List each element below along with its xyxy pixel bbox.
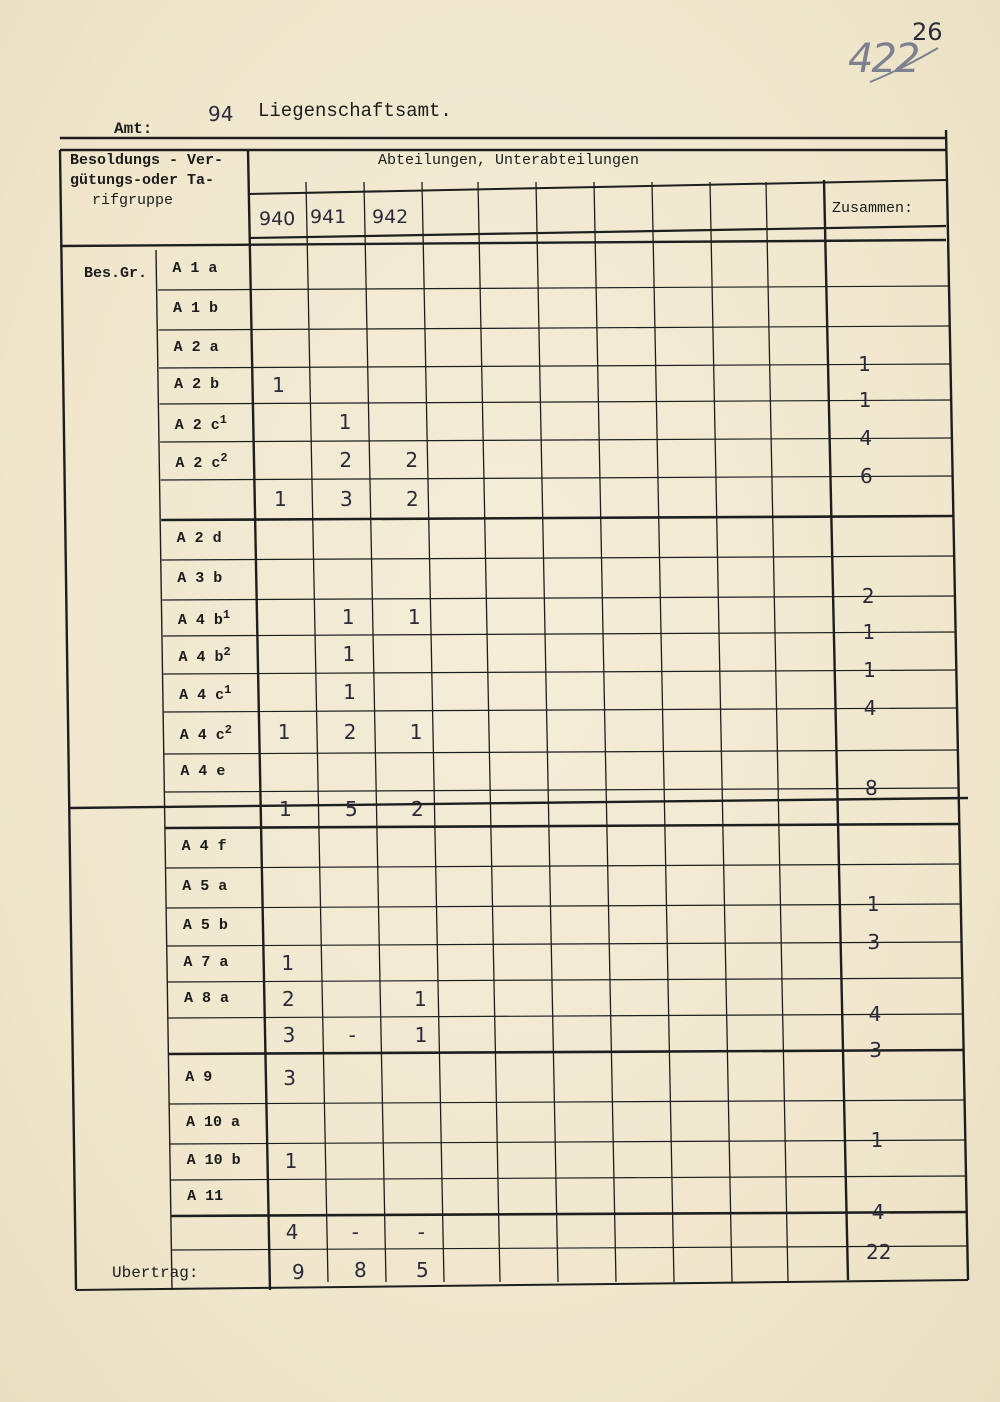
group-label-line-2: gütungs-oder Ta- [70, 172, 215, 189]
grid-total-column [824, 180, 848, 1280]
grid-row-line [159, 364, 950, 368]
row-total: 1 [866, 892, 880, 916]
grid-column-divider [710, 182, 732, 1282]
cell-value: 1 [278, 797, 292, 821]
department-code-942: 942 [372, 206, 409, 228]
row-label: A 10 b [186, 1152, 241, 1169]
row-total: 1 [858, 388, 872, 412]
row-label-superscript: 2 [220, 451, 228, 465]
row-total: 1 [863, 658, 876, 682]
footer-cell-942: 5 [416, 1258, 429, 1282]
cell-value: 1 [343, 680, 356, 704]
row-label: A 2 $c^1$ [174, 413, 227, 434]
grid-label-divider [156, 250, 172, 1290]
grid-row-line [165, 788, 958, 792]
grid-row-line [160, 438, 952, 442]
grid-dept-start [248, 150, 270, 1290]
cell-value: 1 [272, 373, 285, 397]
row-label-superscript: 1 [219, 413, 227, 427]
grid-bottom-border [76, 1280, 968, 1290]
amt-value: 94 [208, 102, 234, 126]
grid-column-divider [594, 182, 616, 1282]
cell-value: 1 [277, 720, 291, 744]
grid-column-divider [364, 182, 386, 1282]
total-column-label: Zusammen: [832, 200, 914, 217]
grid-section-divider [69, 798, 968, 808]
grid-row-line [160, 400, 951, 404]
grid-row-line [162, 596, 954, 600]
footer-total: 22 [866, 1240, 892, 1264]
row-label: A 2 $c^2$ [175, 451, 228, 472]
row-label: A 9 [185, 1069, 213, 1086]
row-label: A 4 $c^1$ [179, 683, 232, 704]
grid-left-border [60, 150, 76, 1290]
row-label: A 1 a [172, 260, 218, 277]
grid-row-line [164, 750, 957, 754]
amt-label: Amt: [114, 120, 153, 138]
department-code-941: 941 [310, 206, 347, 228]
bes-gr-label: Bes.Gr. [84, 265, 148, 282]
cell-value: 2 [406, 487, 419, 511]
row-label: A 4 $c^2$ [179, 723, 232, 744]
page-number: 26 [912, 18, 943, 46]
cell-value: 3 [282, 1023, 296, 1047]
row-label: A 2 b [174, 376, 220, 393]
grid-row-line [161, 476, 953, 480]
cell-value: 4 [285, 1220, 299, 1244]
grid-row-line [167, 942, 961, 946]
cell-value: 5 [344, 797, 358, 821]
cell-value: 3 [283, 1066, 296, 1090]
cell-value: 1 [281, 951, 295, 975]
row-label-superscript: 2 [224, 723, 232, 737]
ubertrag-label: Ubertrag: [112, 1264, 199, 1282]
grid-row-line [163, 632, 956, 636]
grid-subtotal-line [166, 824, 960, 828]
row-total: 4 [871, 1200, 885, 1224]
grid-row-line [158, 286, 949, 290]
grid-column-divider [422, 182, 444, 1282]
row-total: 2 [861, 584, 875, 608]
grid-header-bottom [250, 226, 946, 238]
row-total: 4 [859, 426, 873, 450]
grid-row-line [168, 1014, 963, 1018]
row-label: A 10 a [185, 1114, 240, 1131]
grid-column-divider [478, 182, 500, 1282]
cell-value: 1 [284, 1149, 298, 1173]
department-code-940: 940 [259, 208, 296, 230]
grid-subtotal-line [161, 516, 953, 520]
cell-value: 2 [339, 448, 353, 472]
grid-row-line [163, 670, 956, 674]
grid-body-top [60, 240, 946, 246]
grid-row-line [167, 904, 961, 908]
cell-value: 1 [407, 605, 421, 629]
row-total: 4 [863, 696, 877, 720]
row-label-superscript: 1 [224, 683, 232, 697]
row-total: 1 [870, 1128, 884, 1152]
grid-row-line [166, 864, 960, 868]
grid-column-divider [652, 182, 674, 1282]
row-total: 1 [862, 620, 876, 644]
amt-name: Liegenschaftsamt. [258, 100, 452, 122]
cell-value: 1 [341, 605, 355, 629]
departments-label: Abteilungen, Unterabteilungen [378, 152, 640, 169]
cell-value: 1 [409, 720, 423, 744]
row-total: 3 [867, 930, 881, 954]
grid-column-divider [766, 182, 788, 1282]
cell-value: 1 [274, 487, 287, 511]
row-label: A 8 a [184, 990, 230, 1007]
row-label: A 5 b [182, 917, 228, 934]
cell-value: 1 [414, 1023, 428, 1047]
grid-dept-subheader [248, 180, 946, 194]
row-label-superscript: 2 [223, 645, 231, 659]
row-label: A 4 f [181, 838, 227, 855]
grid-row-line [168, 978, 962, 982]
cell-value: 3 [340, 487, 353, 511]
row-label-superscript: 1 [222, 608, 231, 622]
cell-value: - [351, 1220, 359, 1244]
row-total: 8 [864, 776, 878, 800]
cell-value: 2 [410, 797, 424, 821]
cell-value: 2 [405, 448, 419, 472]
archive-number: 422 [848, 36, 919, 82]
footer-cell-941: 8 [354, 1258, 367, 1282]
grid-row-line [159, 326, 950, 330]
cell-value: - [348, 1023, 356, 1047]
row-total: 3 [869, 1038, 882, 1062]
grid-column-divider [536, 182, 558, 1282]
row-total: 4 [868, 1002, 882, 1026]
row-label: A 7 a [183, 954, 229, 971]
cell-value: 2 [282, 987, 295, 1011]
grid-row-line [162, 556, 954, 560]
row-label: A 3 b [177, 570, 223, 587]
group-label-line-1: Besoldungs - Ver- [70, 152, 224, 169]
cell-value: 1 [338, 410, 352, 434]
footer-cell-940: 9 [292, 1260, 305, 1284]
row-label: A 2 d [176, 530, 222, 547]
row-label: A 1 b [172, 300, 218, 317]
cell-value: 1 [414, 987, 427, 1011]
row-label: A 4 $b^1$ [177, 608, 231, 629]
row-label: A 4 e [180, 763, 226, 780]
grid-row-line [164, 708, 957, 712]
row-label: A 4 $b^2$ [178, 645, 231, 666]
row-total: 1 [858, 352, 871, 376]
row-label: A 2 a [173, 339, 219, 356]
grid-right-border [946, 130, 968, 1280]
cell-value: - [417, 1220, 425, 1244]
cell-value: 1 [342, 642, 356, 666]
cell-value: 2 [343, 720, 357, 744]
row-total: 6 [860, 464, 873, 488]
group-label-line-3: rifgruppe [92, 192, 174, 209]
row-label: A 5 a [182, 878, 228, 895]
grid-column-divider [306, 182, 328, 1282]
row-label: A 11 [187, 1188, 224, 1205]
